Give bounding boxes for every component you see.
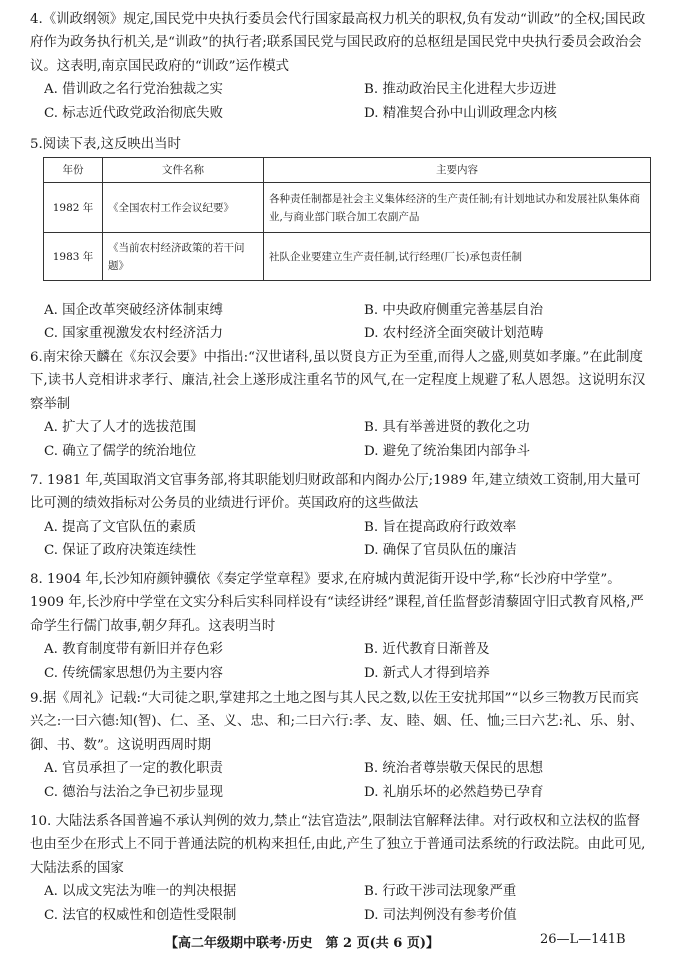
question-stem: 6.南宋徐天麟在《东汉会要》中指出:“汉世诸科,虽以贤良方正为至重,而得人之盛,则莫如孝廉。”在此制度下,读书人竞相讲求孝行、廉洁,社会上遂形成注重名节的风气,在一定程度上规避了私人恩怨。这说明东汉察举制 — [30, 350, 646, 412]
option-c[interactable]: C. 传统儒家思想仍为主要内容 — [44, 665, 223, 681]
option-a[interactable]: A. 官员承担了一定的教化职责 — [44, 761, 223, 777]
table-cell-year: 1982 年 — [44, 183, 103, 233]
option-a[interactable]: A. 国企改革突破经济体制束缚 — [44, 303, 223, 318]
option-a[interactable]: A. 教育制度带有新旧并存色彩 — [44, 642, 223, 658]
options — [30, 638, 652, 685]
option-a[interactable]: A. 提高了文官队伍的素质 — [44, 519, 197, 535]
table-cell-document: 《当前农村经济政策的若干问题》 — [103, 233, 264, 281]
footer-code: 26—L—141B — [540, 932, 626, 947]
option-c[interactable]: C. 德治与法治之争已初步显现 — [44, 784, 223, 800]
question-7 — [30, 469, 652, 563]
options — [30, 416, 652, 463]
question-stem: 9.据《周礼》记载:“大司徒之职,掌建邦之土地之图与其人民之数,以佐王安扰邦国”“以乡三物教万民而宾兴之:一曰六德:知(智)、仁、圣、义、忠、和;二曰六行:孝、友、睦、姻、任、恤;三曰六艺:礼、乐、射、御、书、数”。这说明西周时期 — [30, 691, 644, 753]
table-header-row — [44, 158, 651, 183]
footer-title: 【高二年级期中联考·历史 第 2 页(共 6 页)】 — [165, 936, 440, 951]
question-9 — [30, 687, 652, 804]
option-b[interactable]: B. 具有举善进贤的教化之功 — [364, 420, 530, 436]
options — [30, 299, 652, 346]
question-5-options — [30, 299, 652, 346]
option-a[interactable]: A. 以成文宪法为唯一的判决根据 — [44, 884, 237, 900]
option-a[interactable]: A. 借训政之名行党治独裁之实 — [44, 82, 223, 98]
option-b[interactable]: B. 近代教育日渐普及 — [364, 642, 490, 658]
question-6 — [30, 346, 652, 463]
option-d[interactable]: D. 司法判例没有参考价值 — [364, 907, 517, 923]
option-d[interactable]: D. 礼崩乐坏的必然趋势已孕育 — [364, 784, 544, 800]
table-cell-document: 《全国农村工作会议纪要》 — [103, 183, 264, 233]
option-d[interactable]: D. 新式人才得到培养 — [364, 665, 490, 681]
option-c[interactable]: C. 确立了儒学的统治地位 — [44, 443, 197, 459]
options — [30, 78, 652, 125]
option-b[interactable]: B. 统治者尊崇敬天保民的思想 — [364, 761, 544, 777]
question-stem: 7. 1981 年,英国取消文官事务部,将其职能划归财政部和内阁办公厅;1989 年,建立绩效工资制,用大量可比可测的绩效指标对公务员的业绩进行评价。英国政府的这些做法 — [30, 473, 641, 512]
options — [30, 757, 652, 804]
option-c[interactable]: C. 国家重视激发农村经济活力 — [44, 326, 223, 342]
question-8 — [30, 568, 652, 685]
option-c[interactable]: C. 法官的权威性和创造性受限制 — [44, 907, 237, 923]
question-stem: 10. 大陆法系各国普遍不承认判例的效力,禁止“法官造法”,限制法官解释法律。对行政权和立法权的监督也由至少在形式上不同于普通法院的机构来担任,由此,产生了独立于普通司法系统的行政法院。由此可见,大陆法系的国家 — [30, 814, 646, 876]
option-c[interactable]: C. 保证了政府决策连续性 — [44, 543, 197, 559]
option-b[interactable]: B. 中央政府侧重完善基层自治 — [364, 303, 544, 318]
options — [30, 516, 652, 563]
question-stem: 8. 1904 年,长沙知府颜钟骥依《奏定学堂章程》要求,在府城内黄泥街开设中学,称“长沙府中学堂”。1909 年,长沙府中学堂在文实分科后实科同样设有“读经讲经”课程,首任监督彭清藜固守旧式教育风格,严命学生行儒门故事,朝夕拜孔。这表明当时 — [30, 572, 644, 634]
table-cell-content: 各种责任制都是社会主义集体经济的生产责任制;有计划地试办和发展社队集体商业,与商业部门联合加工农副产品 — [264, 183, 651, 233]
question-stem: 4.《训政纲领》规定,国民党中央执行委员会代行国家最高权力机关的职权,负有发动“训政”的全权;国民政府作为政务执行机关,是“训政”的执行者;联系国民党与国民政府的总枢纽是国民党中央执行委员会政治会议。这表明,南京国民政府的“训政”运作模式 — [30, 12, 646, 74]
option-d[interactable]: D. 农村经济全面突破计划范畴 — [364, 326, 544, 342]
option-c[interactable]: C. 标志近代政党政治彻底失败 — [44, 105, 223, 121]
policy-table — [43, 157, 651, 281]
table-cell-year: 1983 年 — [44, 233, 103, 281]
table-header: 主要内容 — [264, 158, 651, 183]
question-4 — [30, 8, 652, 125]
option-d[interactable]: D. 确保了官员队伍的廉洁 — [364, 543, 517, 559]
question-5 — [30, 133, 652, 156]
table-cell-content: 社队企业要建立生产责任制,试行经理(厂长)承包责任制 — [264, 233, 651, 281]
option-d[interactable]: D. 避免了统治集团内部争斗 — [364, 443, 531, 459]
table-row — [44, 233, 651, 281]
option-d[interactable]: D. 精准契合孙中山训政理念内核 — [364, 105, 557, 121]
option-b[interactable]: B. 旨在提高政府行政效率 — [364, 519, 517, 535]
option-b[interactable]: B. 行政干涉司法现象严重 — [364, 884, 517, 900]
question-stem: 5.阅读下表,这反映出当时 — [30, 137, 181, 152]
question-10 — [30, 810, 652, 927]
table-header: 年份 — [44, 158, 103, 183]
option-a[interactable]: A. 扩大了人才的选拔范围 — [44, 420, 197, 436]
options — [30, 880, 652, 927]
option-b[interactable]: B. 推动政治民主化进程大步迈进 — [364, 82, 557, 98]
table-header: 文件名称 — [103, 158, 264, 183]
table-row — [44, 183, 651, 233]
